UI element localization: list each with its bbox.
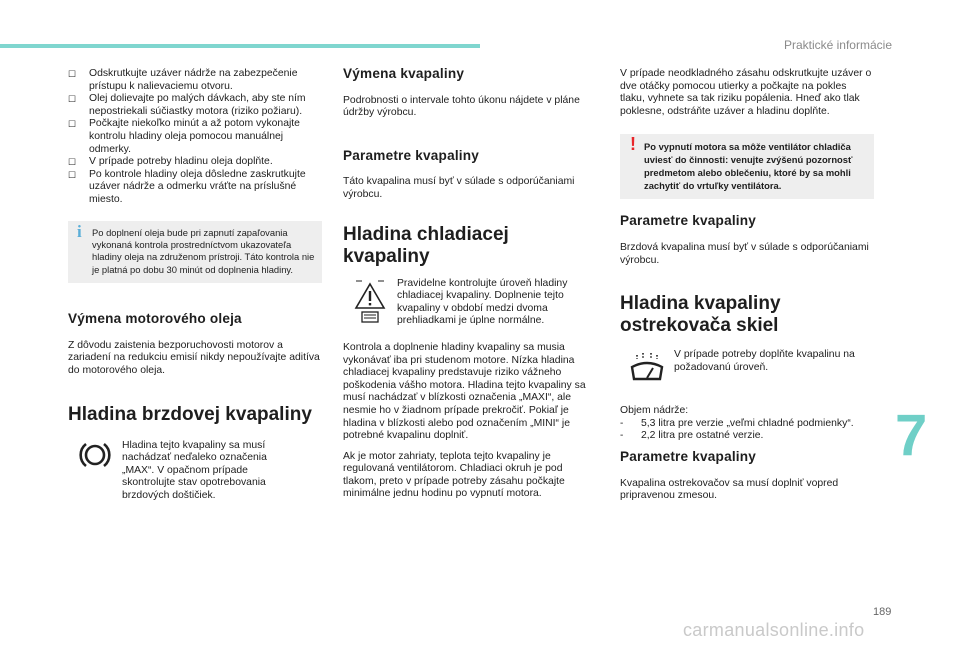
info-note-text: Po doplnení oleja bude pri zapnutí zapaľovania vykonaná kontrola prostredníctvom ukazovateľa hladiny oleja na združenom prístroji. Táto kontrola nie je platná po dobu 30 minút od doplnenia hladiny. (92, 226, 315, 275)
list-item: ☐ V prípade potreby hladinu oleja doplňte. (68, 156, 273, 168)
list-item: - 2,2 litra pre ostatné verzie. (620, 430, 764, 442)
oil-change-heading: Výmena motorového oleja (68, 311, 242, 327)
column-3 (620, 68, 874, 503)
washer-fluid-icon (620, 349, 674, 385)
washer-icon-text: V prípade potreby doplňte kvapalinu na požadovanú úroveň. (674, 349, 855, 373)
info-icon: i (77, 221, 82, 241)
warning-note (620, 134, 874, 199)
washer-heading (620, 293, 874, 337)
bullet-box-icon: ☐ (68, 69, 77, 79)
emergency-text: V prípade neodkladného zásahu odskrutkujte uzáver o dve otáčky pomocou utierky a počkajte na pokles tlaku, vyhnete sa tak riziku popálenia. Hneď ako tlak poklesne, odstráňte uzáver a hladinu doplňte. (620, 68, 872, 117)
washer-heading-line-2: ostrekovača skiel (620, 315, 779, 337)
bullet-box-icon: ☐ (68, 119, 77, 130)
fluid-params-heading: Parametre kvapaliny (343, 147, 480, 163)
page-number: 189 (873, 606, 892, 618)
washer-params-text: Kvapalina ostrekovačov sa musí doplniť vopred pripravenou zmesou. (620, 477, 839, 502)
list-item: - 5,3 litra pre verzie „veľmi chladné podmienky“. (620, 417, 854, 429)
warning-exclamation-icon: ! (630, 134, 636, 155)
coolant-heading-line-2: kvapaliny (343, 245, 430, 267)
bullet-box-icon: ☐ (68, 169, 77, 180)
oil-change-text: Z dôvodu zaistenia bezporuchovosti motorov a zariadení na redukciu emisií nikdy nepoužívajte aditíva do motorového oleja. (68, 339, 320, 376)
list-item: ☐ Po kontrole hladiny oleja dôsledne zaskrutkujte uzáver nádrže a odmerku vráťte na príslušné miesto. (68, 168, 306, 205)
procedure-list (68, 68, 322, 207)
tank-volume-label: Objem nádrže: (620, 405, 689, 417)
coolant-heading-line-1: Hladina chladiacej (343, 223, 509, 245)
brake-fluid-row (68, 440, 322, 503)
washer-icon-row (620, 349, 874, 385)
header-accent-bar (0, 44, 480, 48)
coolant-icon-text: Pravidelne kontrolujte úroveň hladiny chladiacej kvapaliny. Doplnenie tejto kvapaliny v období medzi dvoma prehliadkami je úplne normálne. (397, 277, 568, 327)
coolant-text-1: Kontrola a doplnenie hladiny kvapaliny sa musia vykonávať iba pri studenom motore. Nízka hladina chladiacej kvapaliny predstavuje riziko vážneho poškodenia vášho motora. Hladina tejto kvapaliny sa musí nachádzať v blízkosti označenia „MAXI“, ale nesmie ho v žiadnom prípade prekročiť. Pokiaľ je hladina v blízkosti alebo pod označením „MINI“ je potrebné kvapalinu doplniť. (343, 341, 586, 442)
brake-warning-icon (68, 440, 122, 470)
coolant-warning-icon (343, 278, 397, 324)
tank-volume-list (620, 418, 874, 443)
coolant-text-2: Ak je motor zahriaty, teplota tejto kvapaliny je regulovaná ventilátorom. Chladiaci okruh je pod tlakom, preto v prípade potreby zásahu počkajte minimálne jednu hodinu po vypnutí motora. (343, 450, 565, 500)
brake-fluid-text: Hladina tejto kvapaliny sa musí nachádzať neďaleko označenia „MAX“. V opačnom prípade skontrolujte stav opotrebovania brzdových doštičiek. (122, 439, 267, 501)
chapter-number: 7 (895, 403, 928, 468)
info-note (68, 221, 322, 284)
dash-marker: - (620, 430, 624, 442)
brake-params-heading: Parametre kvapaliny (620, 213, 757, 229)
column-1 (68, 68, 322, 503)
brake-fluid-heading: Hladina brzdovej kvapaliny (68, 403, 312, 425)
washer-heading-line-1: Hladina kvapaliny (620, 293, 781, 315)
section-title: Praktické informácie (783, 38, 892, 52)
brake-params-text: Brzdová kvapalina musí byť v súlade s odporúčaniami výrobcu. (620, 241, 869, 266)
bullet-box-icon: ☐ (68, 94, 77, 105)
coolant-icon-row (343, 278, 595, 328)
bullet-box-icon: ☐ (68, 157, 77, 168)
watermark: carmanualsonline.info (683, 620, 865, 640)
coolant-heading (343, 224, 595, 268)
fluid-replace-heading: Výmena kvapaliny (343, 66, 465, 81)
list-item: ☐ Odskrutkujte uzáver nádrže na zabezpečenie prístupu k nalievaciemu otvoru. (68, 68, 298, 92)
washer-params-heading: Parametre kvapaliny (620, 448, 757, 464)
dash-marker: - (620, 417, 624, 429)
warning-note-text: Po vypnutí motora sa môže ventilátor chladiča uviesť do činnosti: venujte zvýšenú pozornosť predmetom alebo oblečeniu, ktoré by sa mohli zachytiť do vrtuľky ventilátora. (644, 141, 853, 192)
fluid-replace-text: Podrobnosti o intervale tohto úkonu nájdete v pláne údržby výrobcu. (343, 94, 580, 119)
fluid-params-text: Táto kvapalina musí byť v súlade s odporúčaniami výrobcu. (343, 176, 575, 200)
column-2 (343, 68, 595, 501)
list-item: ☐ Olej dolievajte po malých dávkach, aby ste ním nepostriekali súčiastky motora (riziko požiaru). (68, 93, 306, 117)
list-item: ☐ Počkajte niekoľko minút a až potom vykonajte kontrolu hladiny oleja pomocou manuálnej odmerky. (68, 118, 300, 155)
